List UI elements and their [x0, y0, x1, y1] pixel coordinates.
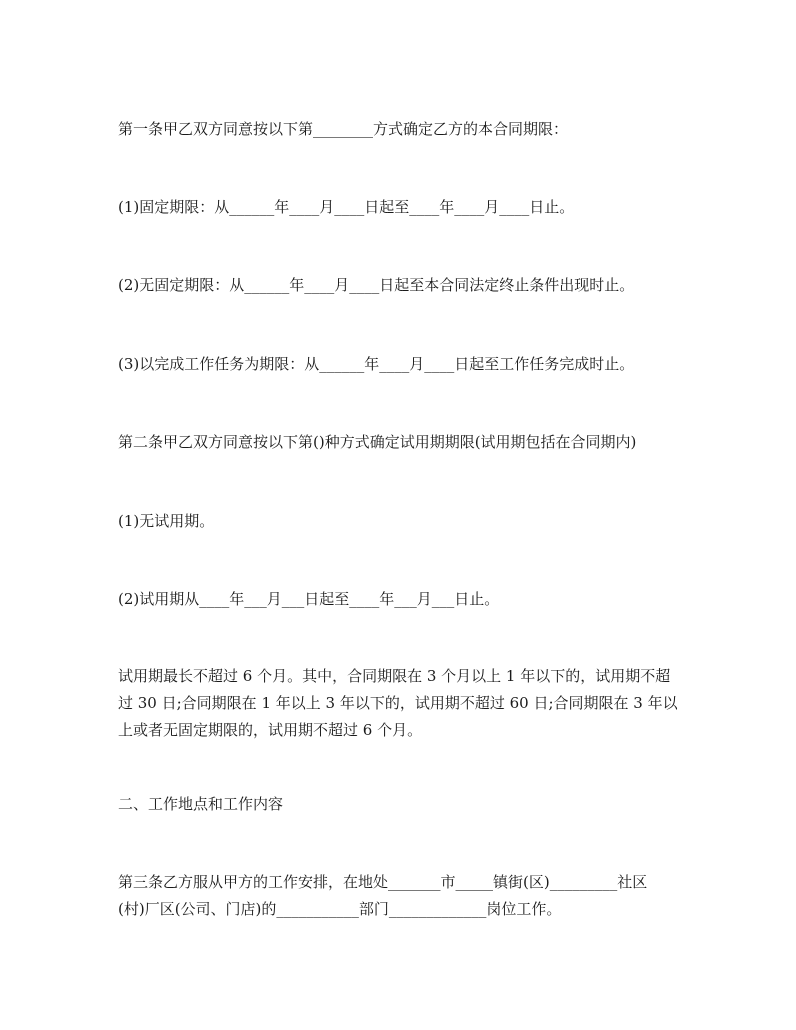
article-3-line: 第三条乙方服从甲方的工作安排，在地处_______市_____镇街(区)_________社区	[118, 873, 648, 891]
article-2-option-probation-period: (2)试用期从____年___月___日起至____年___月___日止。	[118, 590, 500, 608]
article-2-option-no-probation: (1)无试用期。	[118, 512, 215, 530]
article-3-paragraph	[118, 869, 684, 923]
article-1-option-fixed-term: (1)固定期限：从______年____月____日起至____年____月____日止。	[118, 198, 575, 216]
probation-note-line: 上或者无固定期限的，试用期不超过 6 个月。	[118, 721, 423, 739]
probation-note-line: 试用期最长不超过 6 个月。其中，合同期限在 3 个月以上 1 年以下的，试用期不超	[118, 667, 671, 685]
article-1-heading: 第一条甲乙双方同意按以下第________方式确定乙方的本合同期限：	[118, 120, 569, 138]
article-1-option-task-term: (3)以完成工作任务为期限：从______年____月____日起至工作任务完成时止。	[118, 355, 635, 373]
article-3-line: (村)厂区(公司、门店)的___________部门_____________岗位工作。	[118, 900, 562, 918]
section-2-title: 二、工作地点和工作内容	[118, 795, 284, 813]
probation-note-line: 过 30 日;合同期限在 1 年以上 3 年以下的，试用期不超过 60 日;合同期限在 3 年以	[118, 694, 678, 712]
article-1-option-open-term: (2)无固定期限：从______年____月____日起至本合同法定终止条件出现时止。	[118, 276, 635, 294]
probation-note-paragraph	[118, 663, 684, 744]
article-2-heading: 第二条甲乙双方同意按以下第()种方式确定试用期期限(试用期包括在合同期内)	[118, 433, 637, 451]
